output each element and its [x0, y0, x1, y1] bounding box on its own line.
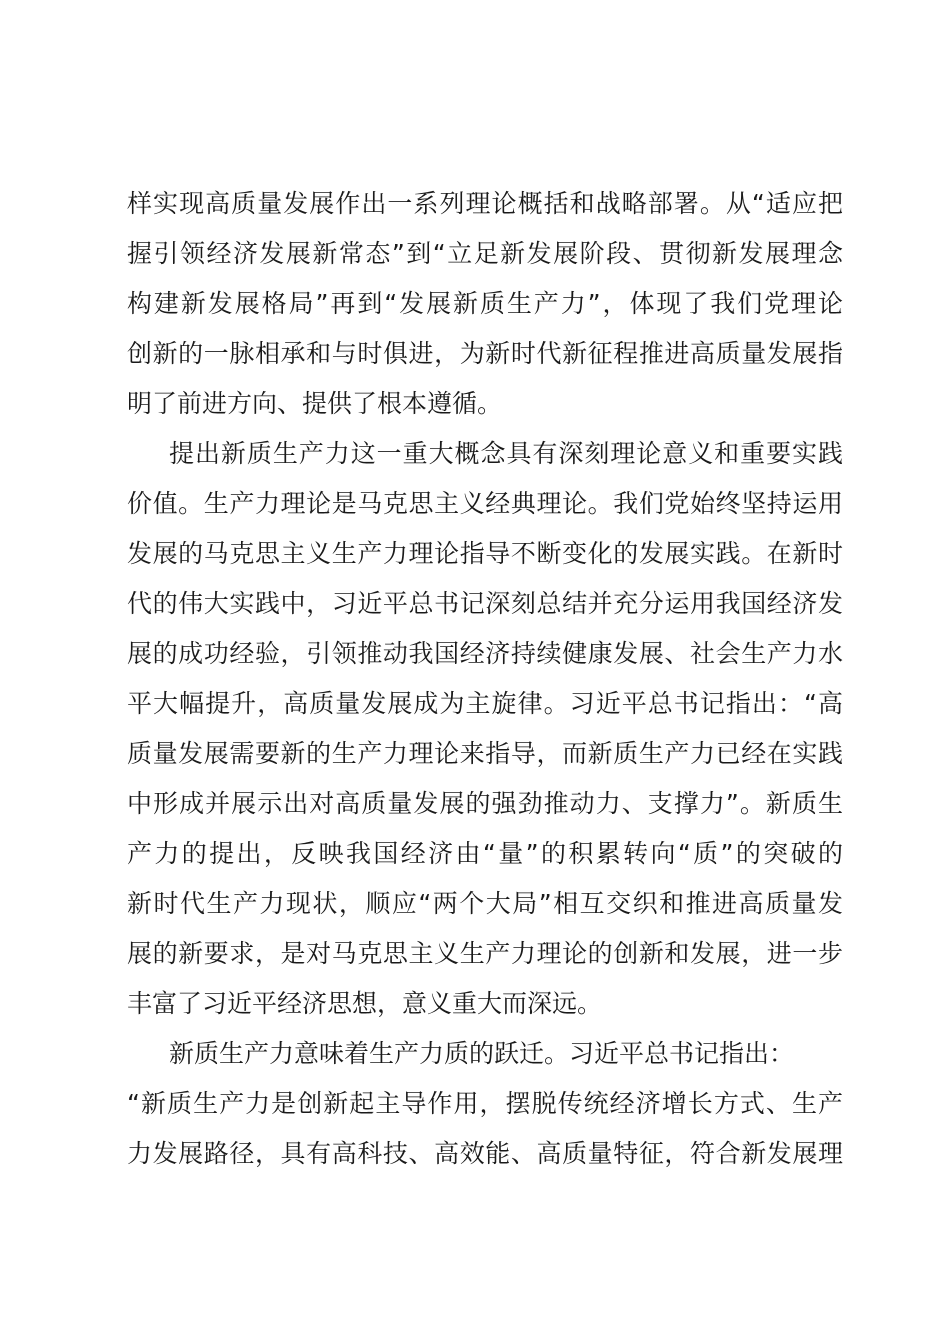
body-text — [127, 179, 843, 1179]
paragraph-2-line-5: 展的成功经验，引领推动我国经济持续健康发展、社会生产力水 — [127, 639, 843, 668]
paragraph-2-line-10: 新时代生产力现状，顺应“两个大局”相互交织和推进高质量发 — [127, 889, 843, 918]
paragraph-2-line-4: 代的伟大实践中，习近平总书记深刻总结并充分运用我国经济发 — [127, 589, 843, 618]
paragraph-2-line-7: 质量发展需要新的生产力理论来指导，而新质生产力已经在实践 — [127, 739, 843, 768]
paragraph-2-line-12: 丰富了习近平经济思想，意义重大而深远。 — [127, 989, 603, 1018]
paragraph-1-line-2: 握引领经济发展新常态”到“立足新发展阶段、贯彻新发展理念 — [127, 239, 843, 268]
paragraph-3-line-3: 力发展路径，具有高科技、高效能、高质量特征，符合新发展理 — [127, 1139, 843, 1168]
paragraph-3-line-1: 新质生产力意味着生产力质的跃迁。习近平总书记指出： — [169, 1039, 795, 1068]
paragraph-1-line-1: 样实现高质量发展作出一系列理论概括和战略部署。从“适应把 — [127, 189, 843, 218]
paragraph-1-line-4: 创新的一脉相承和与时俱进，为新时代新征程推进高质量发展指 — [127, 339, 843, 368]
paragraph-2-line-11: 展的新要求，是对马克思主义生产力理论的创新和发展，进一步 — [127, 939, 843, 968]
paragraph-2-line-1: 提出新质生产力这一重大概念具有深刻理论意义和重要实践 — [169, 439, 843, 468]
paragraph-1-line-3: 构建新发展格局”再到“发展新质生产力”，体现了我们党理论 — [127, 289, 843, 318]
paragraph-2-line-6: 平大幅提升，高质量发展成为主旋律。习近平总书记指出：“高 — [127, 689, 843, 718]
paragraph-3-line-2: “新质生产力是创新起主导作用，摆脱传统经济增长方式、生产 — [127, 1089, 843, 1118]
paragraph-2-line-9: 产力的提出，反映我国经济由“量”的积累转向“质”的突破的 — [127, 839, 843, 868]
paragraph-2-line-2: 价值。生产力理论是马克思主义经典理论。我们党始终坚持运用 — [127, 489, 843, 518]
paragraph-1-line-5: 明了前进方向、提供了根本遵循。 — [127, 389, 503, 418]
paragraph-2-line-8: 中形成并展示出对高质量发展的强劲推动力、支撑力”。新质生 — [127, 789, 843, 818]
paragraph-2-line-3: 发展的马克思主义生产力理论指导不断变化的发展实践。在新时 — [127, 539, 843, 568]
